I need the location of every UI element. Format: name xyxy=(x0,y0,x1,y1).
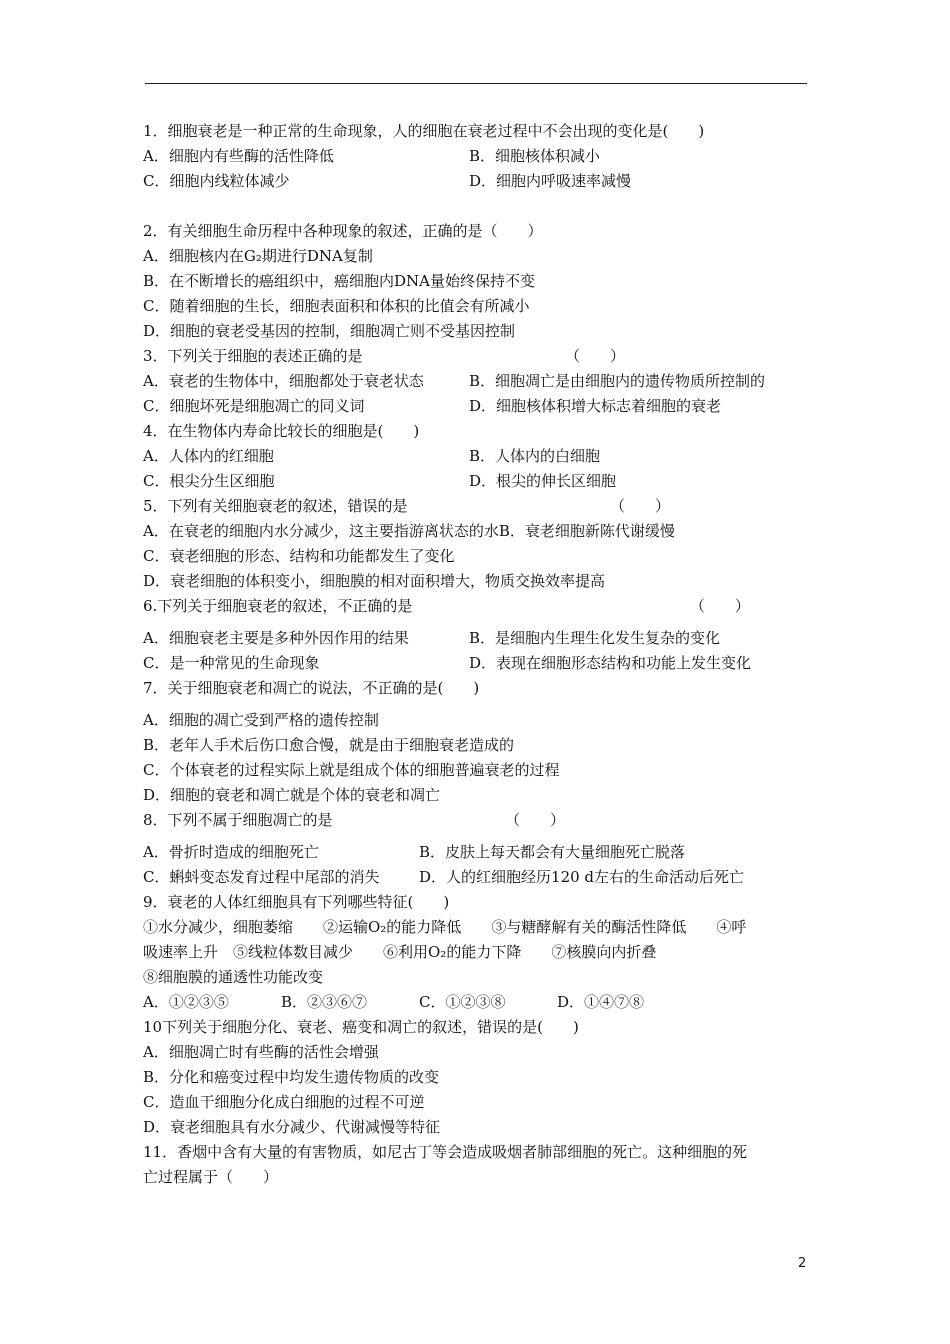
option-a: A．细胞的凋亡受到严格的遗传控制 xyxy=(143,711,379,729)
question-stem: 8．下列不属于细胞凋亡的是 （ ） xyxy=(143,811,566,829)
option-b: B．细胞核体积减小 xyxy=(469,147,601,165)
option-b: B．皮肤上每天都会有大量细胞死亡脱落 xyxy=(419,843,686,861)
header-rule xyxy=(145,83,807,84)
feature-list-line: 吸速率上升 ⑤线粒体数目减少 ⑥利用O₂的能力下降 ⑦核膜向内折叠 xyxy=(143,943,657,961)
question-6 xyxy=(143,594,813,676)
option-b: B．老年人手术后伤口愈合慢，就是由于细胞衰老造成的 xyxy=(143,736,515,754)
option-c: C．细胞内线粒体减少 xyxy=(143,172,290,190)
option-a: A．细胞衰老主要是多种外因作用的结果 xyxy=(143,629,409,647)
option-c: C．蝌蚪变态发育过程中尾部的消失 xyxy=(143,868,380,886)
option-d: D．衰老细胞具有水分减少、代谢减慢等特征 xyxy=(143,1118,441,1136)
question-3 xyxy=(143,344,813,419)
option-b: B．在不断增长的癌组织中，癌细胞内DNA量始终保持不变 xyxy=(143,272,536,290)
question-2 xyxy=(143,219,813,344)
option-d: D．衰老细胞的体积变小，细胞膜的相对面积增大，物质交换效率提高 xyxy=(143,572,606,590)
question-stem: 11．香烟中含有大量的有害物质，如尼古丁等会造成吸烟者肺部细胞的死亡。这种细胞的死 xyxy=(143,1143,748,1161)
question-stem: 1．细胞衰老是一种正常的生命现象，人的细胞在衰老过程中不会出现的变化是( ) xyxy=(143,122,705,140)
feature-list-line: ⑧细胞膜的通透性功能改变 xyxy=(143,968,324,986)
question-stem-continued: 亡过程属于（ ） xyxy=(143,1168,279,1186)
option-a: A．人体内的红细胞 xyxy=(143,447,274,465)
option-b: B．是细胞内生理生化发生复杂的变化 xyxy=(469,629,721,647)
option-d: D．细胞的衰老和凋亡就是个体的衰老和凋亡 xyxy=(143,786,441,804)
option-a-b: A．在衰老的细胞内水分减少，这主要指游离状态的水B．衰老细胞新陈代谢缓慢 xyxy=(143,522,675,540)
option-a: A．细胞凋亡时有些酶的活性会增强 xyxy=(143,1043,379,1061)
question-list xyxy=(143,119,813,1190)
question-stem: 7．关于细胞衰老和凋亡的说法，不正确的是( ) xyxy=(143,679,480,697)
question-1 xyxy=(143,119,813,194)
question-stem: 10下列关于细胞分化、衰老、癌变和凋亡的叙述，错误的是( ) xyxy=(143,1018,579,1036)
option-b: B．细胞凋亡是由细胞内的遗传物质所控制的 xyxy=(469,372,766,390)
question-11 xyxy=(143,1140,813,1190)
question-stem: 5．下列有关细胞衰老的叙述，错误的是 （ ） xyxy=(143,497,671,515)
question-stem: 4．在生物体内寿命比较长的细胞是( ) xyxy=(143,422,420,440)
option-d: D．细胞内呼吸速率减慢 xyxy=(469,172,632,190)
question-9 xyxy=(143,890,813,1015)
option-d: D．细胞核体积增大标志着细胞的衰老 xyxy=(469,397,722,415)
option-a: A．①②③⑤ xyxy=(143,993,229,1011)
option-row xyxy=(143,469,813,494)
option-c: C．根尖分生区细胞 xyxy=(143,472,275,490)
question-stem: 9．衰老的人体红细胞具有下列哪些特征( ) xyxy=(143,893,450,911)
option-a: A．骨折时造成的细胞死亡 xyxy=(143,843,319,861)
option-row xyxy=(143,444,813,469)
question-5 xyxy=(143,494,813,594)
option-d: D．人的红细胞经历120 d左右的生命活动后死亡 xyxy=(419,868,745,886)
option-c: C．衰老细胞的形态、结构和功能都发生了变化 xyxy=(143,547,455,565)
option-a: A．衰老的生物体中，细胞都处于衰老状态 xyxy=(143,372,424,390)
option-b: B．人体内的白细胞 xyxy=(469,447,601,465)
option-b: B．②③⑥⑦ xyxy=(281,993,368,1011)
option-a: A．细胞内有些酶的活性降低 xyxy=(143,147,334,165)
option-d: D．根尖的伸长区细胞 xyxy=(469,472,617,490)
option-c: C．个体衰老的过程实际上就是组成个体的细胞普遍衰老的过程 xyxy=(143,761,560,779)
option-row xyxy=(143,840,813,865)
option-row xyxy=(143,144,813,169)
question-stem: 3．下列关于细胞的表述正确的是 （ ） xyxy=(143,347,626,365)
page-number: 2 xyxy=(798,1256,807,1271)
option-row xyxy=(143,169,813,194)
question-4 xyxy=(143,419,813,494)
option-c: C．是一种常见的生命现象 xyxy=(143,654,320,672)
question-stem: 2．有关细胞生命历程中各种现象的叙述，正确的是（ ） xyxy=(143,222,543,240)
option-row xyxy=(143,865,813,890)
question-10 xyxy=(143,1015,813,1140)
option-row xyxy=(143,394,813,419)
question-stem: 6.下列关于细胞衰老的叙述，不正确的是 （ ） xyxy=(143,597,750,615)
option-d: D．细胞的衰老受基因的控制，细胞凋亡则不受基因控制 xyxy=(143,322,516,340)
option-b: B．分化和癌变过程中均发生遗传物质的改变 xyxy=(143,1068,440,1086)
option-row xyxy=(143,369,813,394)
option-c: C．随着细胞的生长，细胞表面积和体积的比值会有所减小 xyxy=(143,297,530,315)
option-c: C．造血干细胞分化成白细胞的过程不可逆 xyxy=(143,1093,425,1111)
option-c: C．细胞坏死是细胞凋亡的同义词 xyxy=(143,397,365,415)
option-row xyxy=(143,626,813,651)
option-d: D．表现在细胞形态结构和功能上发生变化 xyxy=(469,654,752,672)
option-c: C．①②③⑧ xyxy=(419,993,506,1011)
option-d: D．①④⑦⑧ xyxy=(557,993,645,1011)
question-7 xyxy=(143,676,813,808)
feature-list-line: ①水分减少，细胞萎缩 ②运输O₂的能力降低 ③与糖酵解有关的酶活性降低 ④呼 xyxy=(143,918,747,936)
option-row xyxy=(143,990,813,1015)
question-8 xyxy=(143,808,813,890)
option-a: A．细胞核内在G₂期进行DNA复制 xyxy=(143,247,373,265)
option-row xyxy=(143,651,813,676)
